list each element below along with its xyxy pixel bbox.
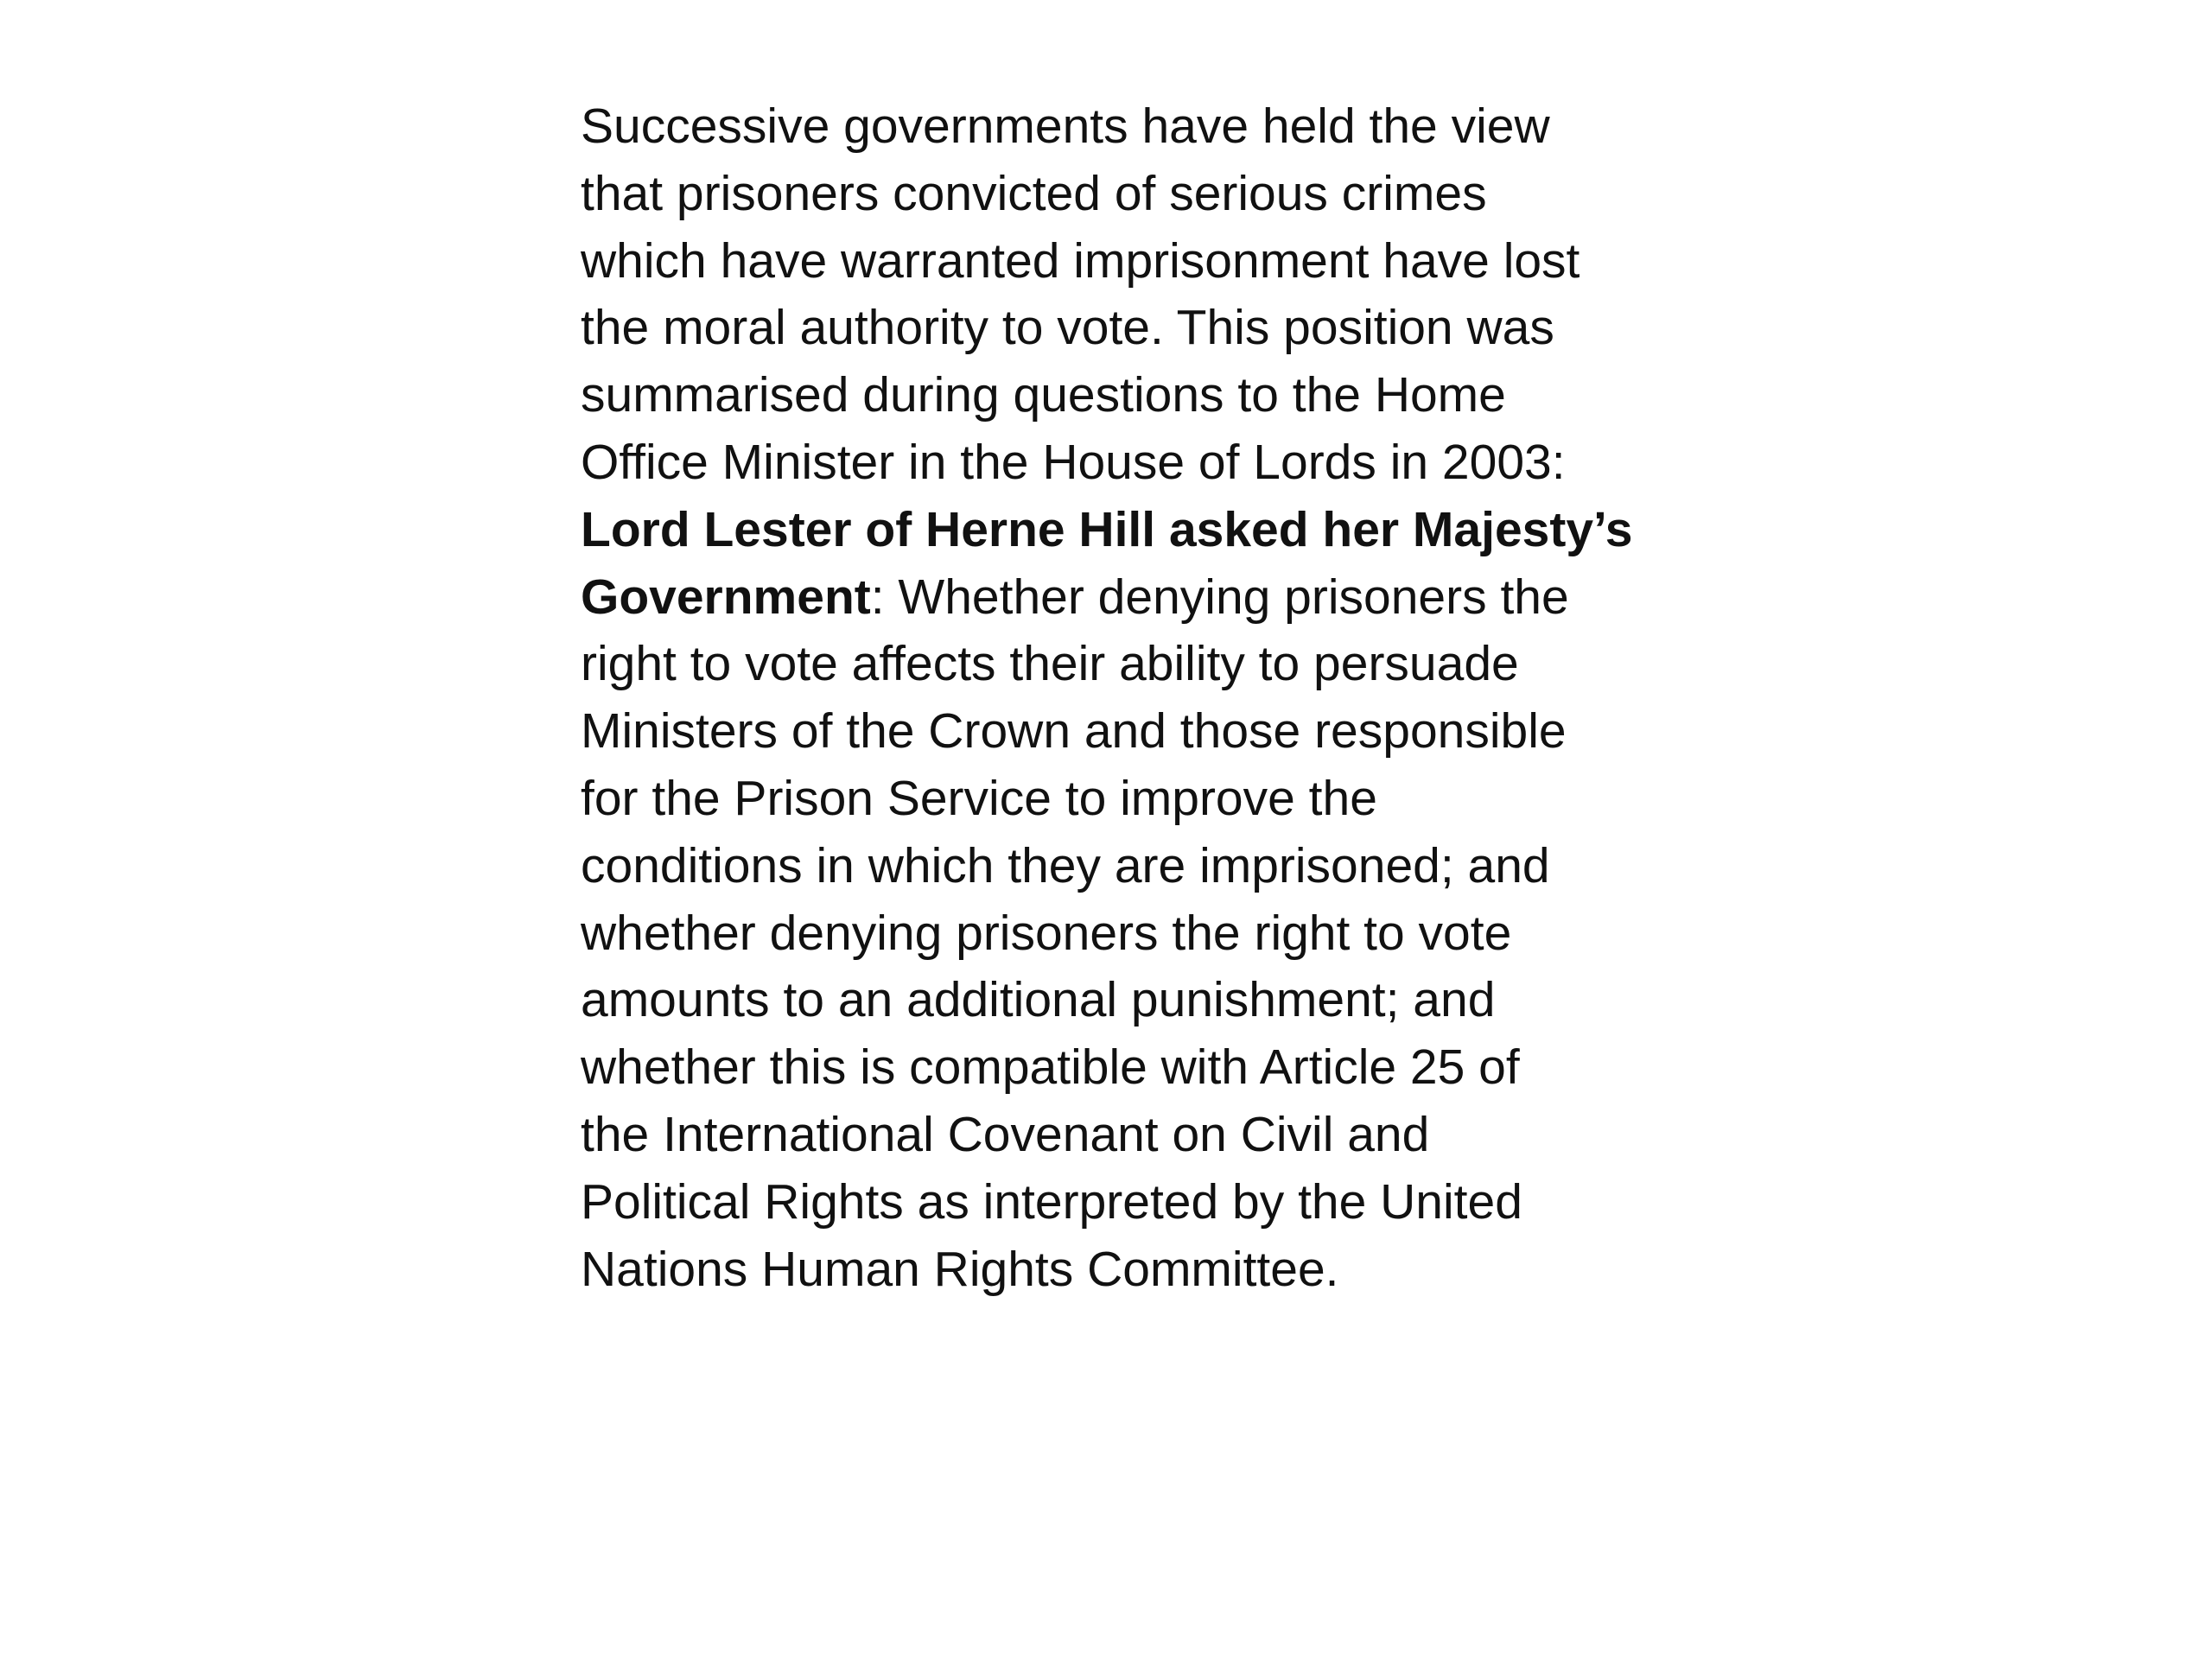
text-line: which have warranted imprisonment have lost (581, 232, 1580, 289)
text-line: for the Prison Service to improve the (581, 770, 1377, 826)
question-heading-line: Lord Lester of Herne Hill asked her Majesty’s (581, 501, 1633, 557)
text-line: whether denying prisoners the right to vote (581, 905, 1512, 961)
text-line: Successive governments have held the view (581, 99, 1550, 154)
text-line: Political Rights as interpreted by the United (581, 1173, 1522, 1230)
text-line: whether this is compatible with Article 25 of (581, 1039, 1520, 1096)
body-text (581, 93, 1687, 1303)
text-line: right to vote affects their ability to persuade (581, 636, 1519, 692)
text-line: Office Minister in the House of Lords in 2003: (581, 434, 1566, 490)
question-text-start: : Whether denying prisoners the (870, 569, 1569, 625)
text-line: Ministers of the Crown and those responsible (581, 703, 1567, 760)
text-line (581, 564, 1687, 632)
text-line: the moral authority to vote. This position was (581, 300, 1554, 356)
text-line: that prisoners convicted of serious crimes (581, 165, 1487, 221)
question-heading-end: Government (581, 569, 871, 625)
text-line: the International Covenant on Civil and (581, 1106, 1430, 1162)
text-line: conditions in which they are imprisoned; and (581, 837, 1550, 893)
text-line: amounts to an additional punishment; and (581, 972, 1496, 1028)
text-line: summarised during questions to the Home (581, 367, 1506, 423)
text-line: Nations Human Rights Committee. (581, 1241, 1339, 1297)
